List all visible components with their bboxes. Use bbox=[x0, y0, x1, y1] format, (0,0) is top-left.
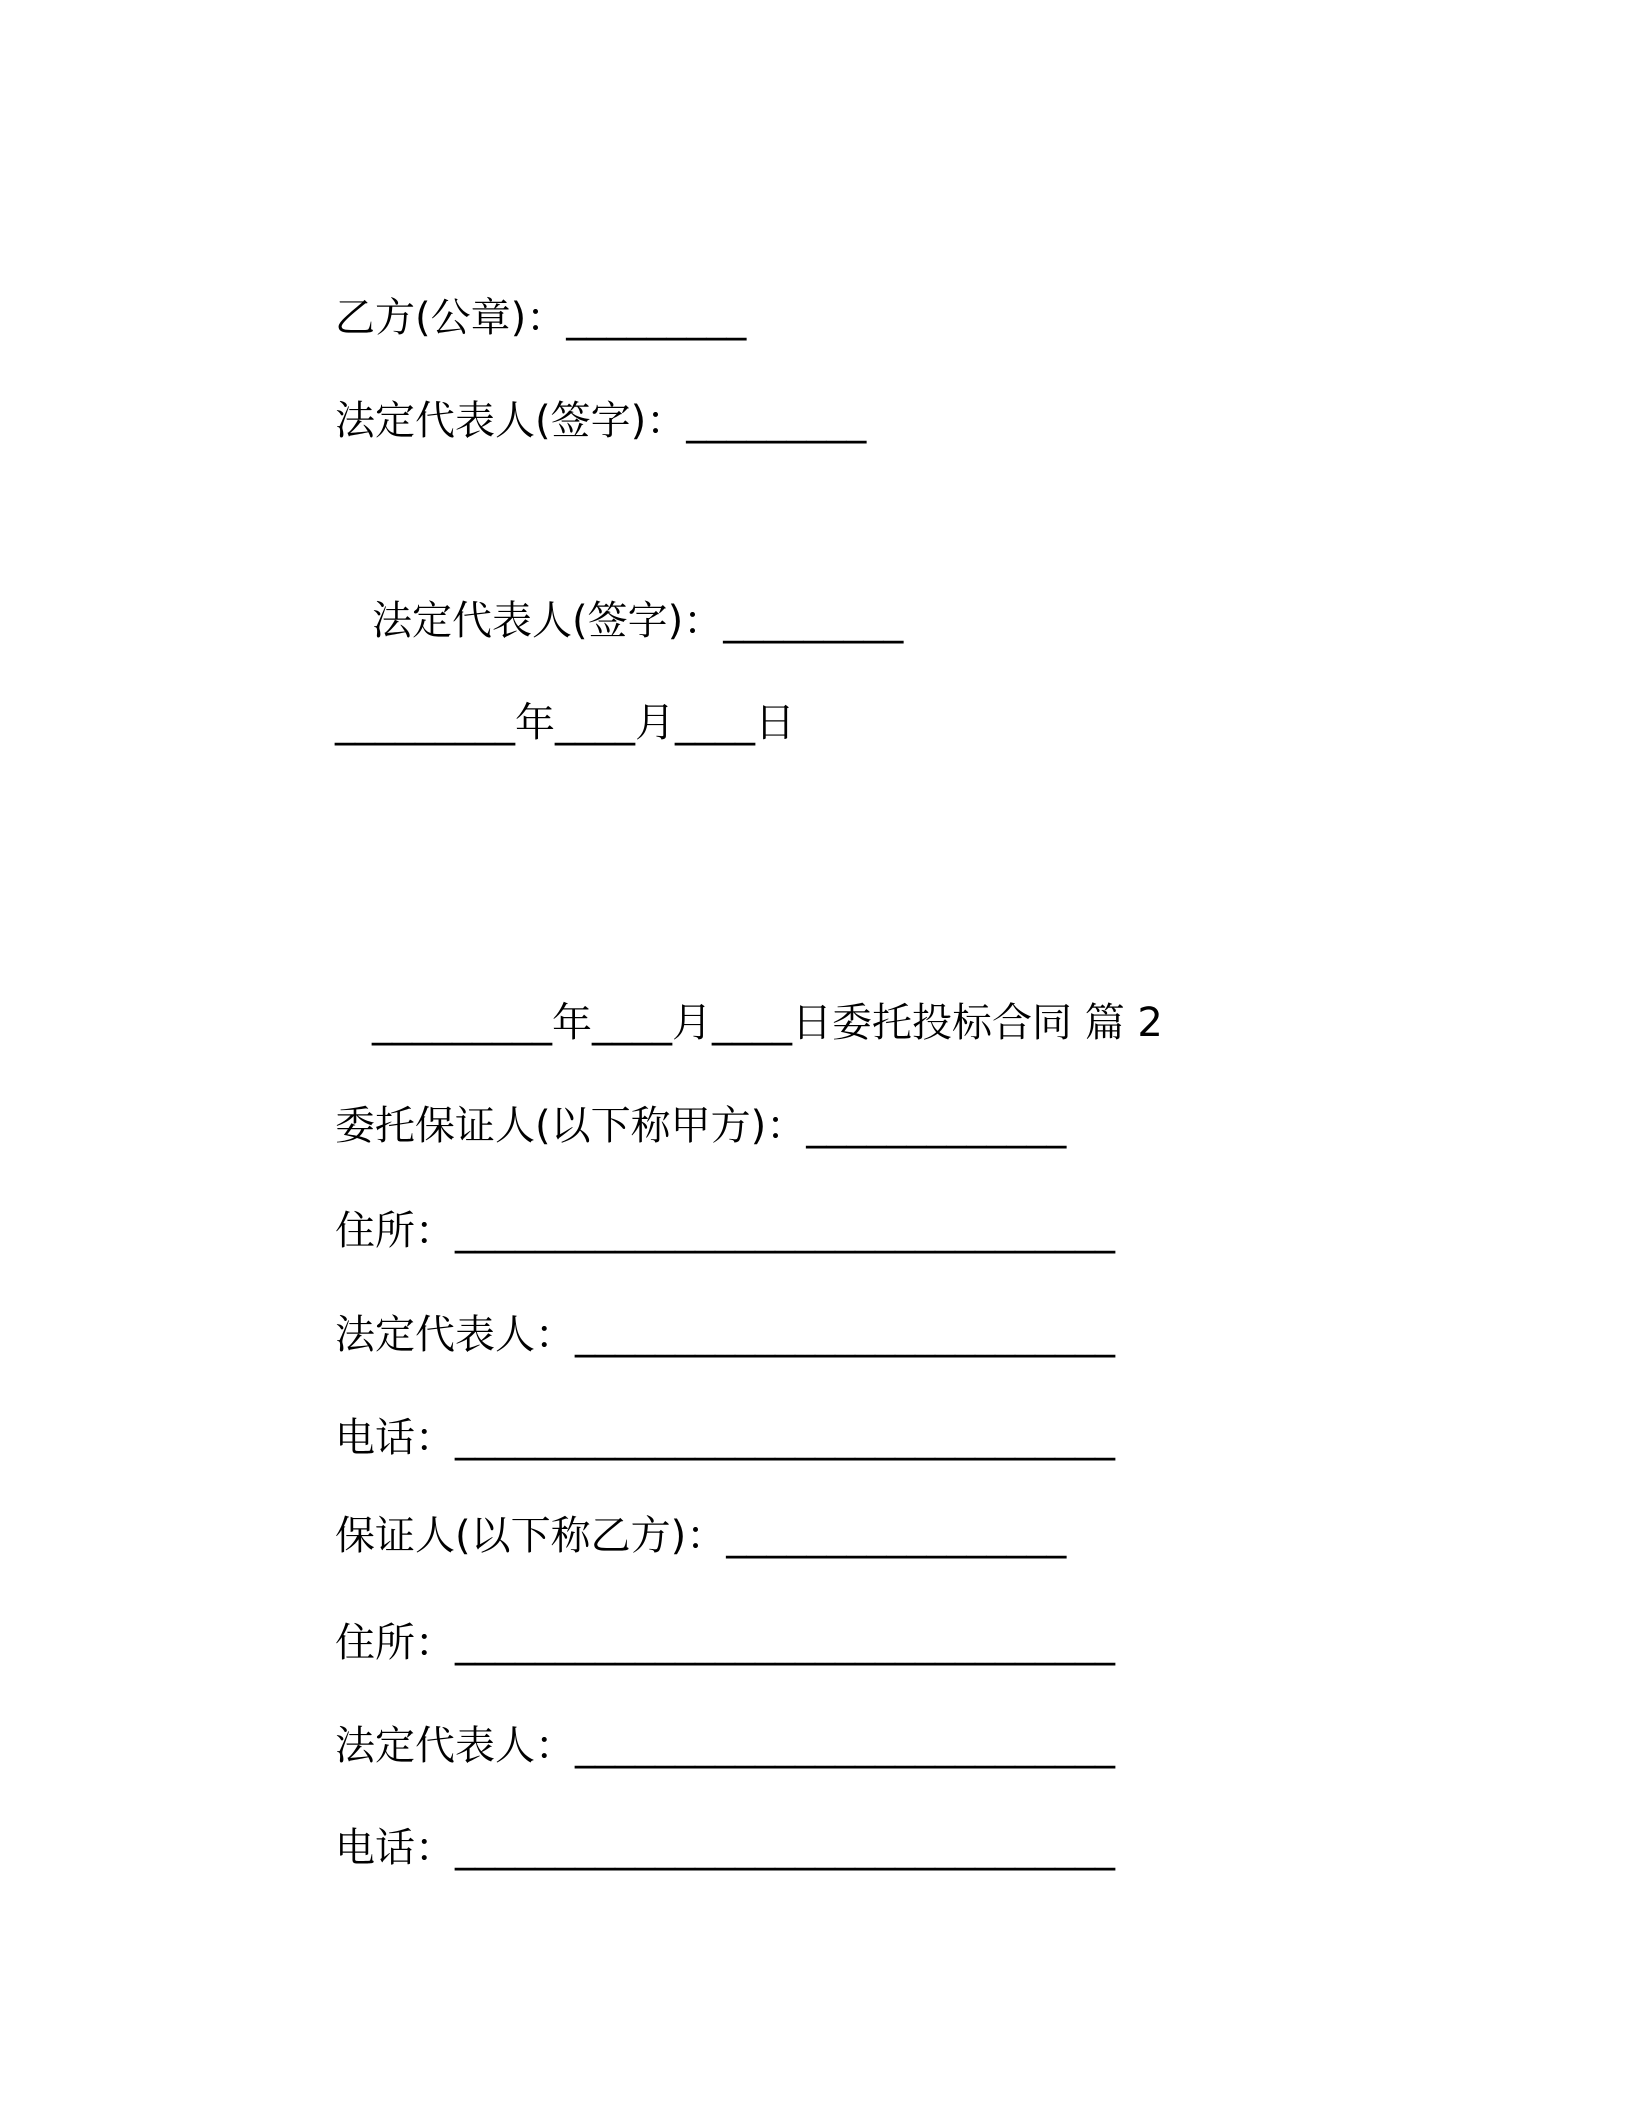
party-b-phone-line: 电话：_________________________________ bbox=[335, 1825, 1115, 1871]
party-b-legal-representative-line: 法定代表人：___________________________ bbox=[335, 1723, 1115, 1769]
legal-representative-signature-line: 法定代表人(签字)：_________ bbox=[335, 398, 867, 444]
party-b-address-line: 住所：_________________________________ bbox=[335, 1620, 1115, 1666]
party-a-phone-line: 电话：_________________________________ bbox=[335, 1415, 1115, 1461]
legal-representative-signature-line-2: 法定代表人(签字)：_________ bbox=[372, 598, 904, 644]
principal-guarantor-line: 委托保证人(以下称甲方)：_____________ bbox=[335, 1103, 1067, 1149]
party-a-address-line: 住所：_________________________________ bbox=[335, 1208, 1115, 1254]
party-b-seal-line: 乙方(公章)：_________ bbox=[335, 295, 747, 341]
guarantor-line: 保证人(以下称乙方)：_________________ bbox=[335, 1513, 1067, 1559]
section-heading-line: _________年____月____日委托投标合同 篇 2 bbox=[372, 1000, 1163, 1046]
party-a-legal-representative-line: 法定代表人：___________________________ bbox=[335, 1312, 1115, 1358]
date-line: _________年____月____日 bbox=[335, 700, 795, 746]
